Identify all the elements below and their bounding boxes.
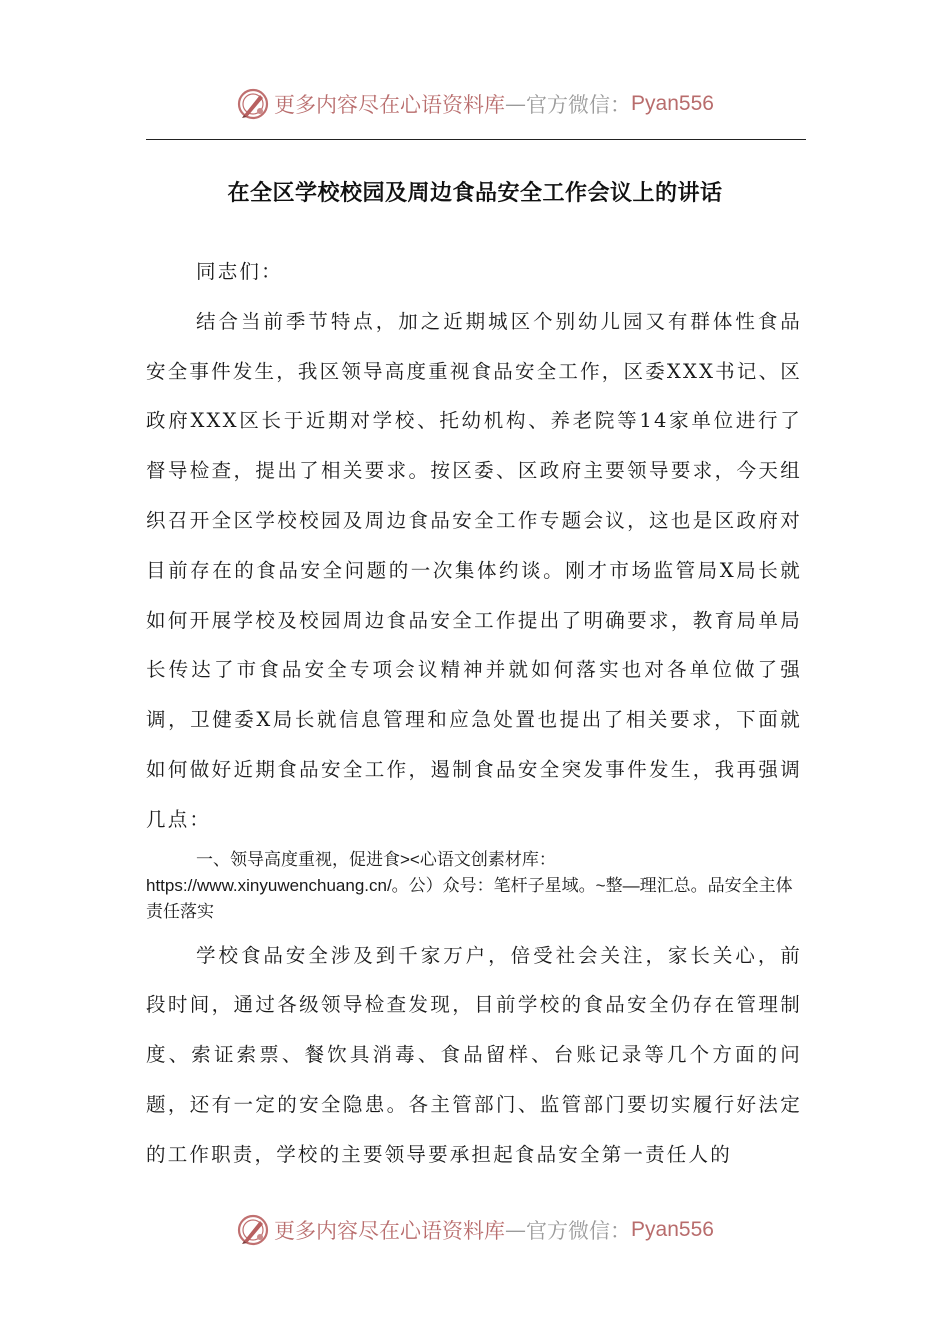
banner-slogan: 更多内容尽在心语资料库: [274, 93, 506, 117]
document-title: 在全区学校校园及周边食品安全工作会议上的讲话: [227, 181, 723, 206]
salutation: 同志们：: [196, 260, 283, 283]
paragraph-2: 学校食品安全涉及到千家万户，倍受社会关注，家长关心，前段时间，通过各级领导检查发现，目前学校的食品安全仍存在管理制度、索证索票、餐饮具消毒、食品留样、台账记录等几个方面的问题，还有一定的安全隐患。各主管部门、监管部门要切实履行好法定的工作职责，学校的主要领导要承担起食品安全第一责任人的: [146, 943, 802, 1166]
banner-dash: —: [505, 1218, 527, 1242]
document-body: [146, 247, 802, 1180]
paragraph-1: 结合当前季节特点，加之近期城区个别幼儿园又有群体性食品安全事件发生，我区领导高度重视食品安全工作，区委XXX书记、区政府XXX区长于近期对学校、托幼机构、养老院等14家单位进行了督导检查，提出了相关要求。按区委、区政府主要领导要求，今天组织召开全区学校校园及周边食品安全工作专题会议，这也是区政府对目前存在的食品安全问题的一次集体约谈。刚才市场监管局X局长就如何开展学校及校园周边食品安全工作提出了明确要求，教育局单局长传达了市食品安全专项会议精神并就如何落实也对各单位做了强调，卫健委X局长就信息管理和应急处置也提出了相关要求，下面就如何做好近期食品安全工作，遏制食品安全突发事件发生，我再强调几点：: [146, 309, 802, 831]
footer-banner: [0, 1208, 950, 1252]
section-heading: 一、领导高度重视，促进食><心语文创素材库：https://www.xinyuwenchuang.cn/。公）众号：笔杆子星域。~整—理汇总。品安全主体责任落实: [146, 849, 793, 921]
header-banner: [0, 82, 950, 126]
pen-logo-icon: [236, 1213, 270, 1247]
pen-logo-icon: [236, 87, 270, 121]
header-divider: [146, 139, 806, 140]
banner-wechat-id: Pyan556: [631, 1218, 714, 1241]
banner-official-label: 官方微信：: [526, 93, 632, 117]
banner-slogan: 更多内容尽在心语资料库: [274, 1219, 506, 1243]
banner-official-label: 官方微信：: [526, 1219, 632, 1243]
banner-dash: —: [505, 92, 527, 116]
banner-wechat-id: Pyan556: [631, 92, 714, 115]
